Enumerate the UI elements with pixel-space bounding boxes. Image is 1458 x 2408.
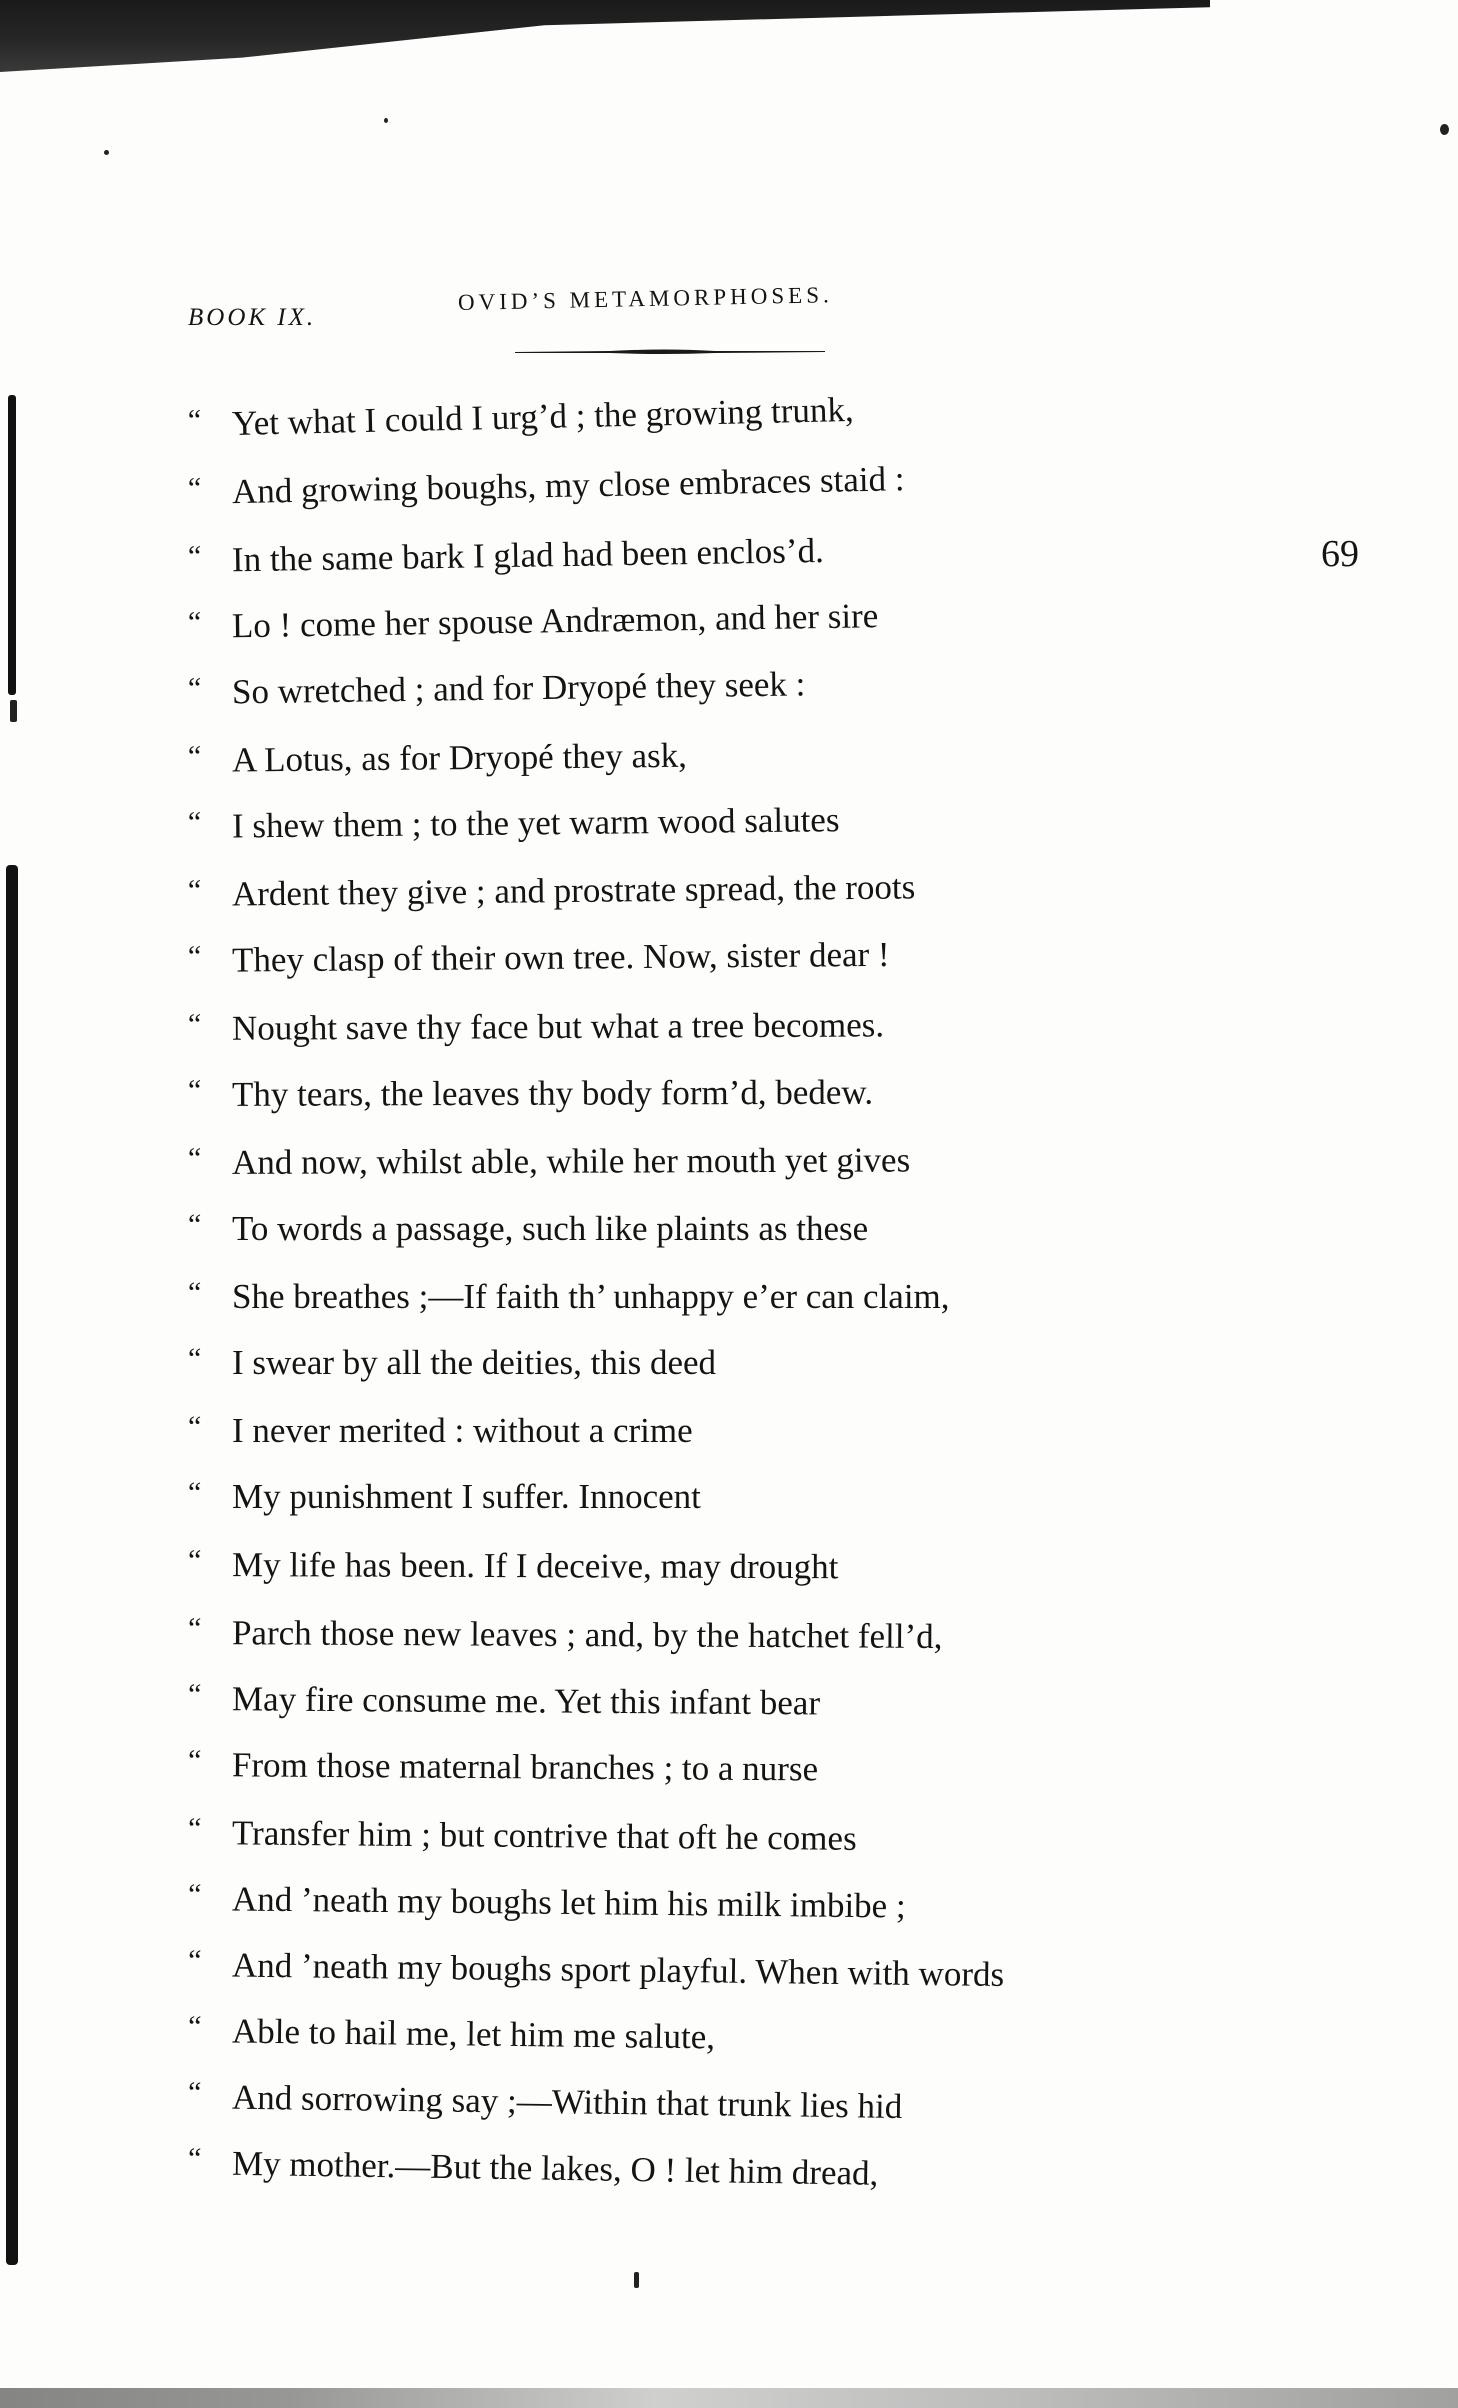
opening-quote: “	[187, 1007, 202, 1041]
opening-quote: “	[187, 805, 202, 839]
verse-line-text: Lo ! come her spouse Andræmon, and her sire	[231, 596, 879, 646]
verse-line	[188, 1808, 857, 1864]
verse-line	[188, 1472, 701, 1522]
verse-line	[188, 2138, 879, 2199]
verse-line	[188, 1272, 950, 1322]
verse-line	[188, 1338, 716, 1388]
verse-line	[188, 1000, 884, 1054]
verse-line	[188, 1540, 839, 1592]
opening-quote: “	[187, 1678, 202, 1712]
scan-shadow-left-lower	[6, 865, 18, 2265]
verse-line	[187, 385, 854, 450]
verse-line	[188, 1940, 1005, 2000]
opening-quote: “	[187, 873, 202, 907]
verse-line	[188, 1135, 910, 1188]
verse-line	[188, 1608, 943, 1662]
verse-line	[188, 862, 916, 920]
verse-line-text: Thy tears, the leaves thy body form’d, bedew.	[231, 1072, 874, 1114]
verse-line-text: So wretched ; and for Dryopé they seek :	[231, 664, 806, 712]
opening-quote: “	[188, 1342, 202, 1375]
verse-line	[188, 1204, 868, 1254]
verse-line-text: My life has been. If I deceive, may drought	[231, 1545, 839, 1587]
verse-line	[188, 731, 687, 786]
page-number: 69	[1321, 533, 1359, 575]
opening-quote: “	[187, 1878, 202, 1912]
verse-line-text: She breathes ;—If faith th’ unhappy e’er can claim,	[232, 1277, 950, 1316]
verse-line	[188, 930, 890, 986]
verse-line-text: From those maternal branches ; to a nurse	[231, 1745, 819, 1789]
verse-line-text: My mother.—But the lakes, O ! let him dread,	[231, 2143, 879, 2193]
opening-quote: “	[187, 939, 202, 973]
verse-line	[188, 1674, 820, 1728]
verse-line-text: Transfer him ; but contrive that oft he comes	[231, 1813, 857, 1858]
running-title: OVID’S METAMORPHOSES.	[457, 282, 833, 315]
ink-speck	[10, 700, 17, 722]
header-rule	[515, 348, 825, 355]
opening-quote: “	[188, 1276, 202, 1309]
verse-line-text: Parch those new leaves ; and, by the hatchet fell’d,	[231, 1613, 943, 1656]
verse-line-text: And ’neath my boughs sport playful. When with words	[231, 1945, 1005, 1994]
book-label: BOOK IX.	[188, 304, 317, 331]
opening-quote: “	[187, 1812, 202, 1846]
opening-quote: “	[187, 1073, 202, 1107]
verse-line	[188, 1874, 906, 1932]
verse-line	[188, 659, 806, 718]
opening-quote: “	[187, 2076, 202, 2110]
opening-quote: “	[187, 1944, 202, 1978]
opening-quote: “	[187, 1744, 202, 1778]
opening-quote: “	[187, 671, 202, 705]
verse-line	[188, 2006, 716, 2062]
opening-quote: “	[187, 605, 202, 639]
opening-quote: “	[187, 471, 202, 505]
verse-line	[188, 795, 840, 852]
scan-shadow-left-upper	[8, 395, 16, 695]
verse-line-text: Nought save thy face but what a tree becomes.	[231, 1005, 885, 1048]
header-rule-line	[515, 348, 825, 355]
verse-line	[188, 1068, 873, 1120]
opening-quote: “	[187, 539, 202, 573]
opening-quote: “	[187, 1544, 202, 1578]
verse-line-text: To words a passage, such like plaints as these	[232, 1209, 869, 1248]
verse-line	[188, 2072, 903, 2132]
opening-quote: “	[187, 2142, 202, 2176]
verse-line-text: Able to hail me, let him me salute,	[231, 2011, 716, 2057]
verse-line-text: May fire consume me. Yet this infant bear	[231, 1679, 821, 1723]
opening-quote: “	[187, 1612, 202, 1646]
verse-line-text: Yet what I could I urg’d ; the growing trunk,	[231, 389, 855, 443]
opening-quote: “	[187, 2010, 202, 2044]
verse-line-text: I never merited : without a crime	[232, 1411, 693, 1450]
opening-quote: “	[187, 1141, 202, 1175]
verse-line	[188, 591, 879, 652]
verse-line-text: And now, whilst able, while her mouth yet gives	[231, 1140, 911, 1182]
ink-speck	[104, 150, 109, 155]
verse-line-text: A Lotus, as for Dryopé they ask,	[231, 735, 688, 780]
verse-line-text: In the same bark I glad had been enclos’d.	[231, 531, 825, 580]
verse-line-text: My punishment I suffer. Innocent	[232, 1477, 701, 1516]
opening-quote: “	[188, 1476, 202, 1509]
verse-line-text: I swear by all the deities, this deed	[232, 1343, 717, 1382]
verse-line-text: They clasp of their own tree. Now, sister dear !	[231, 934, 890, 980]
scan-shadow-bottom	[0, 2388, 1458, 2408]
scan-shadow-top	[0, 0, 1210, 72]
verse-line-text: I shew them ; to the yet warm wood salutes	[231, 800, 840, 846]
verse-line-text: And growing boughs, my close embraces staid :	[231, 459, 905, 512]
opening-quote: “	[188, 1208, 202, 1241]
opening-quote: “	[187, 739, 202, 773]
opening-quote: “	[188, 1410, 202, 1443]
ink-speck	[634, 2272, 639, 2288]
verse-line	[188, 1740, 818, 1794]
verse-line	[188, 1406, 693, 1456]
ink-speck	[1440, 124, 1449, 135]
ink-speck	[384, 118, 388, 123]
verse-line-text: Ardent they give ; and prostrate spread, the roots	[231, 867, 916, 914]
opening-quote: “	[187, 403, 202, 437]
verse-line	[188, 526, 825, 586]
verse-line	[188, 454, 905, 518]
verse-line-text: And ’neath my boughs let him his milk imbibe ;	[231, 1879, 906, 1926]
verse-line-text: And sorrowing say ;—Within that trunk lies hid	[231, 2077, 903, 2126]
